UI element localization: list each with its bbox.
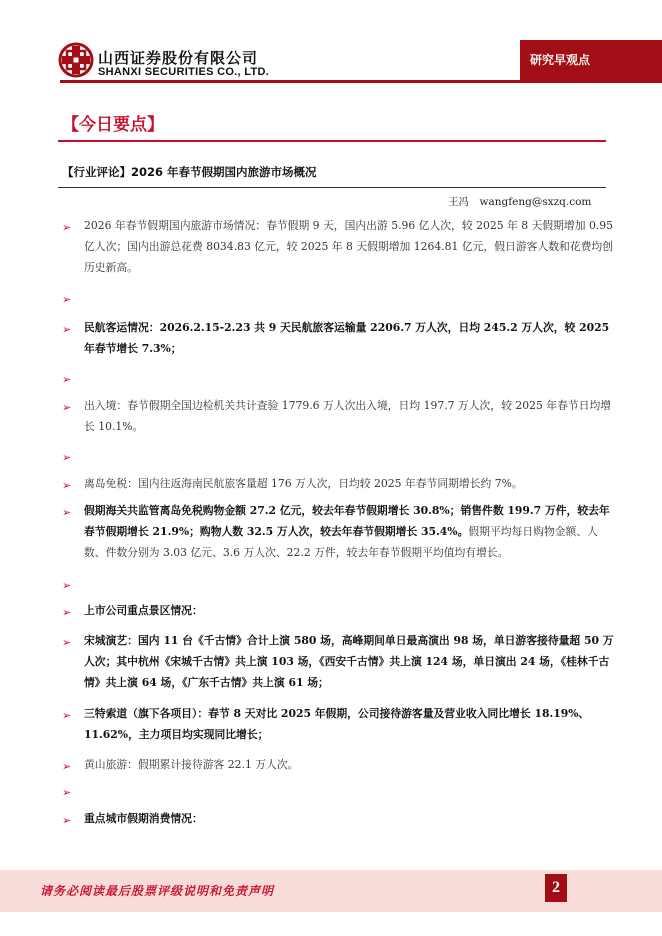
bullet-arrow-icon: ➢ (62, 814, 72, 827)
paragraph-aviation: 民航客运情况：2026.2.15-2.23 共 9 天民航旅客运输量 2206.7 万人次，日均 245.2 万人次，较 2025 年春节增长 7.3%； (84, 321, 610, 355)
bullet-arrow-icon: ➢ (62, 579, 72, 592)
bullet-arrow-icon: ➢ (62, 451, 72, 464)
bullet-arrow-icon: ➢ (62, 760, 72, 773)
page-number: 2 (545, 874, 567, 902)
bullet-arrow-icon: ➢ (62, 506, 72, 519)
paragraph-border-crossing: 出入境：春节假期全国边检机关共计查验 1779.6 万人次出入境，日均 197.7 万人次，较 2025 年春节日均增长 10.1%。 (84, 399, 612, 433)
paragraph-city-consumption: 重点城市假期消费情况： (84, 812, 203, 825)
paragraph-domestic-travel: 2026 年春节假期国内旅游市场情况：春节假期 9 天，国内出游 5.96 亿人次，较 2025 年 8 天假期增加 0.95 亿人次；国内出游总花费 8034.83 亿元，较 2025 年 8 天假期增加 1264.81 亿元，假日游客人数和花费均创历史新高。 (84, 219, 613, 274)
paragraph-sante-cableway: 三特索道（旗下各项目）：春节 8 天对比 2025 年假期，公司接待游客量及营业收入同比增长 18.19%、11.62%，主力项目均实现同比增长； (84, 707, 590, 741)
customs-shopping-detail: 假期平均每日购物金额、人数、件数分别为 3.03 亿元、3.6 万人次、22.2 万件，较去年春节假期平均值均有增长。 (84, 525, 598, 559)
article-divider (58, 187, 606, 188)
footer-disclaimer: 请务必阅读最后股票评级说明和免责声明 (40, 884, 275, 898)
bullet-arrow-icon: ➢ (62, 401, 72, 414)
bullet-arrow-icon: ➢ (62, 323, 72, 336)
header-divider (60, 80, 530, 83)
page-header (0, 0, 662, 100)
paragraph-listed-scenic: 上市公司重点景区情况： (84, 604, 203, 617)
company-name-en: SHANXI SECURITIES CO., LTD. (98, 66, 270, 78)
paragraph-huangshan: 黄山旅游：假期累计接待游客 22.1 万人次。 (84, 758, 299, 771)
article-title: 【行业评论】2026 年春节假期国内旅游市场概况 (62, 165, 317, 179)
bullet-arrow-icon: ➢ (62, 221, 72, 234)
bullet-arrow-icon: ➢ (62, 293, 72, 306)
bullet-arrow-icon: ➢ (62, 709, 72, 722)
paragraph-duty-free: 离岛免税：国内往返海南民航旅客量超 176 万人次，日均较 2025 年春节同期增长约 7%。 (84, 477, 523, 490)
bullet-arrow-icon: ➢ (62, 479, 72, 492)
bullet-arrow-icon: ➢ (62, 636, 72, 649)
company-logo-icon (58, 42, 94, 78)
bullet-arrow-icon: ➢ (62, 606, 72, 619)
paragraph-customs-shopping (84, 500, 614, 563)
section-divider (58, 140, 606, 142)
bullet-arrow-icon: ➢ (62, 786, 72, 799)
author-line: 王冯 wangfeng@sxzq.com (448, 196, 592, 208)
customs-shopping-highlight: 假期海关共监管离岛免税购物金额 27.2 亿元，较去年春节假期增长 30.8%；销售件数 199.7 万件，较去年春节假期增长 21.9%；购物人数 32.5 万人次，较去年春节假期增长 35.4%。 (84, 504, 610, 538)
company-name-cn: 山西证券股份有限公司 (98, 49, 259, 67)
section-title: 【今日要点】 (62, 115, 164, 135)
paragraph-songcheng: 宋城演艺：国内 11 台《千古情》合计上演 580 场，高峰期间单日最高演出 98 场，单日游客接待量超 50 万人次；其中杭州《宋城千古情》共上演 103 场，《西安千古情》共上演 124 场，单日演出 24 场，《桂林千古情》共上演 64 场，《广东千古情》共上演 61 场； (84, 634, 614, 689)
bullet-arrow-icon: ➢ (62, 373, 72, 386)
report-type-label: 研究早观点 (530, 53, 591, 67)
